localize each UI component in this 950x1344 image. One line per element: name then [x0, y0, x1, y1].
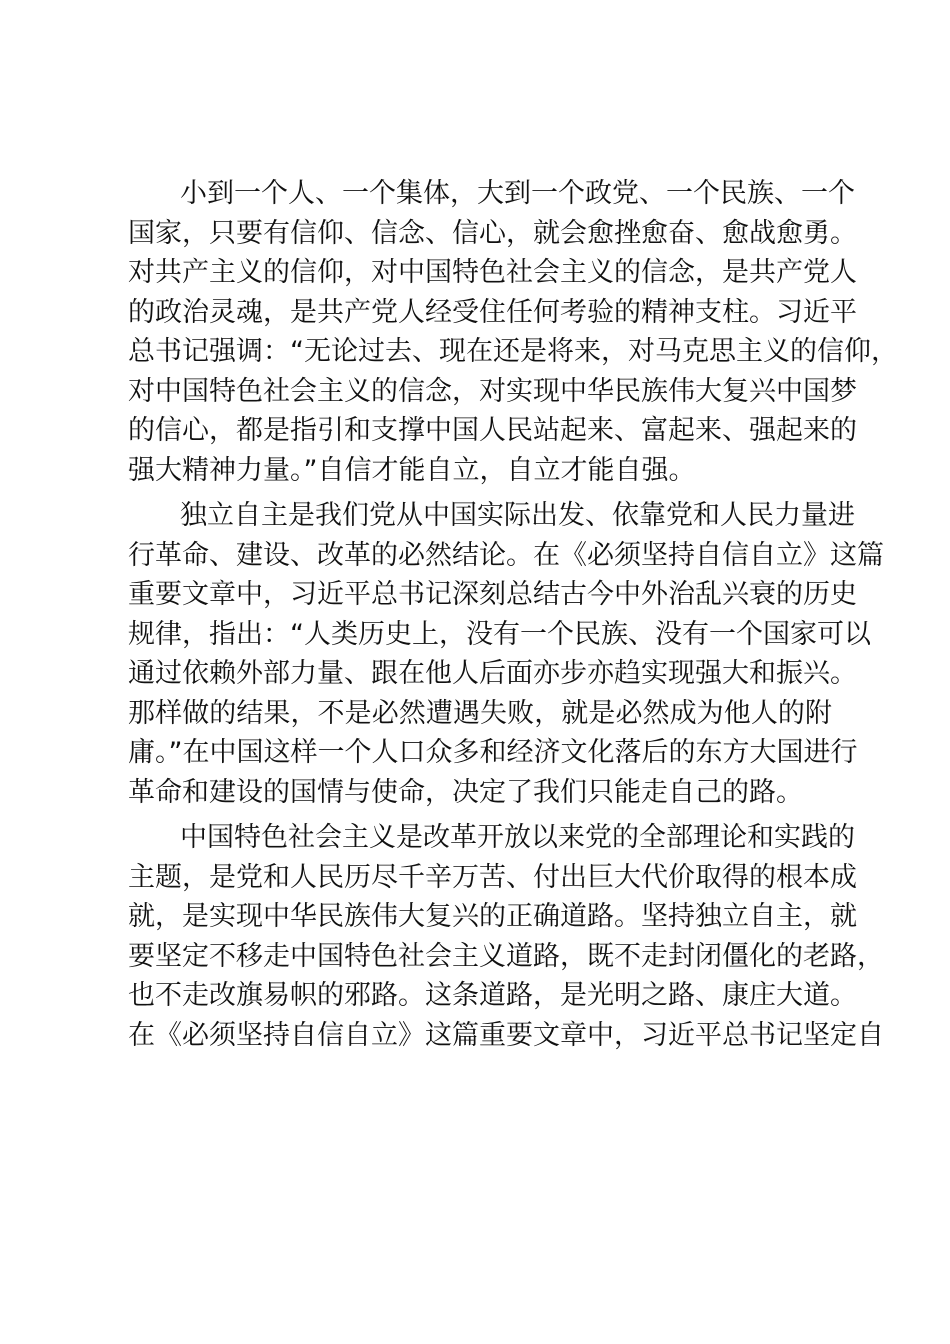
- paragraph-line: 小到一个人、一个集体，大到一个政党、一个民族、一个: [180, 178, 855, 209]
- paragraph-line: 总书记强调：“无论过去、现在还是将来，对马克思主义的信仰，: [128, 336, 898, 367]
- paragraph-2: [128, 496, 884, 812]
- document-body: [128, 174, 898, 1055]
- paragraph-line: 重要文章中，习近平总书记深刻总结古今中外治乱兴衰的历史: [128, 579, 857, 610]
- paragraph-line: 规律，指出：“人类历史上，没有一个民族、没有一个国家可以: [128, 618, 871, 650]
- paragraph-line: 的信心，都是指引和支撑中国人民站起来、富起来、强起来的: [128, 415, 857, 446]
- paragraph-line: 主题，是党和人民历尽千辛万苦、付出巨大代价取得的根本成: [128, 861, 857, 893]
- paragraph-line: 在《必须坚持自信自立》这篇重要文章中，习近平总书记坚定自: [128, 1019, 884, 1051]
- paragraph-line: 对中国特色社会主义的信念，对实现中华民族伟大复兴中国梦: [128, 375, 857, 407]
- paragraph-line: 强大精神力量。”自信才能自立，自立才能自强。: [128, 454, 696, 486]
- paragraph-line: 就，是实现中华民族伟大复兴的正确道路。坚持独立自主，就: [128, 901, 857, 932]
- paragraph-line: 那样做的结果，不是必然遭遇失败，就是必然成为他人的附: [128, 697, 832, 729]
- paragraph-3: [128, 818, 884, 1055]
- paragraph-line: 中国特色社会主义是改革开放以来党的全部理论和实践的: [180, 822, 855, 853]
- paragraph-line: 革命和建设的国情与使命，决定了我们只能走自己的路。: [128, 776, 803, 808]
- paragraph-line: 独立自主是我们党从中国实际出发、依靠党和人民力量进: [180, 500, 855, 531]
- paragraph-1: [128, 174, 898, 490]
- paragraph-line: 国家，只要有信仰、信念、信心，就会愈挫愈奋、愈战愈勇。: [128, 217, 857, 249]
- paragraph-line: 行革命、建设、改革的必然结论。在《必须坚持自信自立》这篇: [128, 539, 884, 571]
- paragraph-line: 庸。”在中国这样一个人口众多和经济文化落后的东方大国进行: [128, 737, 858, 768]
- paragraph-line: 也不走改旗易帜的邪路。这条道路，是光明之路、康庄大道。: [128, 980, 857, 1011]
- paragraph-line: 的政治灵魂，是共产党人经受住任何考验的精神支柱。习近平: [128, 296, 857, 328]
- paragraph-line: 通过依赖外部力量、跟在他人后面亦步亦趋实现强大和振兴。: [128, 658, 857, 689]
- paragraph-line: 要坚定不移走中国特色社会主义道路，既不走封闭僵化的老路，: [128, 940, 884, 972]
- paragraph-line: 对共产主义的信仰，对中国特色社会主义的信念，是共产党人: [128, 257, 857, 288]
